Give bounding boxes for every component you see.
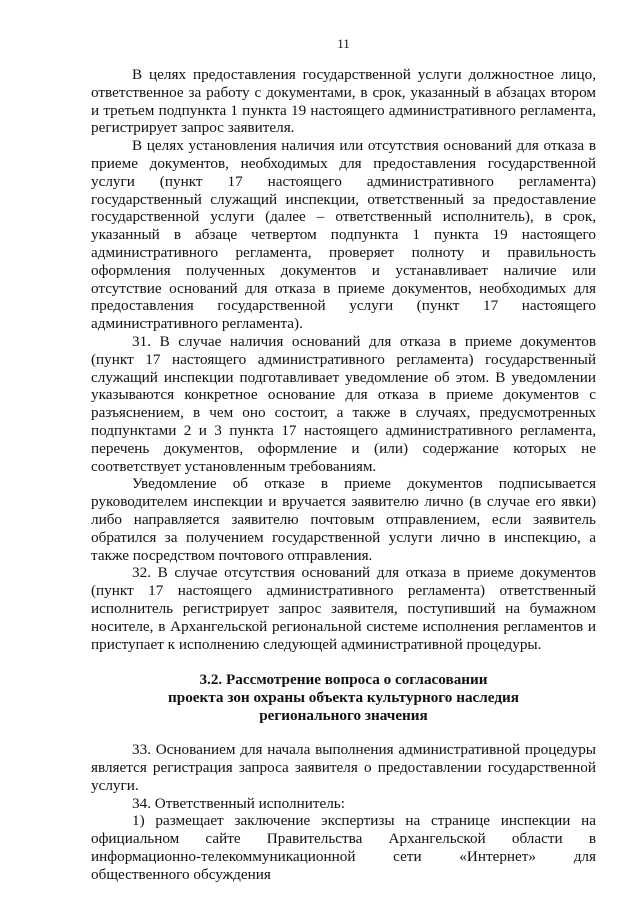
paragraph-33: 33. Основанием для начала выполнения административной процедуры является регистрация запроса заявителя о предоставлении государственной услуги.: [91, 741, 596, 794]
paragraph-31: 31. В случае наличия оснований для отказа в приеме документов (пункт 17 настоящего административного регламента) государственный служащий инспекции подготавливает уведомление об этом. В уведомлении указываются конкретное основание для отказа в приеме документов с разъяснением, в чем оно состоит, а также в случаях, предусмотренных подпунктами 2 и 3 пункта 17 настоящего административного регламента, перечень документов, оформление и (или) содержание которых не соответствует установленным требованиям.: [91, 332, 596, 475]
paragraph-refusal-notice: Уведомление об отказе в приеме документов подписывается руководителем инспекции и вручается заявителю лично (в случае его явки) либо направляется заявителю почтовым отправлением, если заявитель обратился за получением государственной услуги лично в инспекцию, а также посредством почтового отправления.: [91, 475, 596, 564]
paragraph-grounds-check: В целях установления наличия или отсутствия оснований для отказа в приеме документов, необходимых для предоставления государственной услуги (пункт 17 настоящего административного регламента) государственный служащий инспекции, ответственный за предоставление государственной услуги (далее – ответственный исполнитель), в срок, указанный в абзаце четвертом подпункта 1 пункта 19 настоящего административного регламента, проверяет полноту и правильность оформления полученных документов и устанавливает наличие или отсутствие оснований для отказа в приеме документов, необходимых для предоставления государственной услуги (пункт 17 настоящего административного регламента).: [91, 137, 596, 333]
page-number: 11: [337, 36, 350, 51]
paragraph-registration: В целях предоставления государственной услуги должностное лицо, ответственное за работу с документами, в срок, указанный в абзацах втором и третьем подпункта 1 пункта 19 настоящего административного регламента, регистрирует запрос заявителя.: [91, 66, 596, 137]
document-page: [91, 36, 596, 884]
paragraph-34: 34. Ответственный исполнитель:: [132, 794, 345, 812]
paragraph-34-item-1: 1) размещает заключение экспертизы на странице инспекции на официальном сайте Правительства Архангельской области в информационно-телекоммуникационной сети «Интернет» для общественного обсуждения: [91, 812, 596, 883]
section-heading-line-2: проекта зон охраны объекта культурного наследия: [168, 689, 519, 707]
section-heading-line-1: 3.2. Рассмотрение вопроса о согласовании: [199, 671, 488, 689]
section-heading: [91, 671, 596, 725]
paragraph-32: 32. В случае отсутствия оснований для отказа в приеме документов (пункт 17 настоящего административного регламента) ответственный исполнитель регистрирует запрос заявителя, поступивший на бумажном носителе, в Архангельской региональной системе исполнения регламентов и приступает к исполнению следующей административной процедуры.: [91, 564, 596, 653]
section-heading-line-3: регионального значения: [259, 707, 428, 725]
